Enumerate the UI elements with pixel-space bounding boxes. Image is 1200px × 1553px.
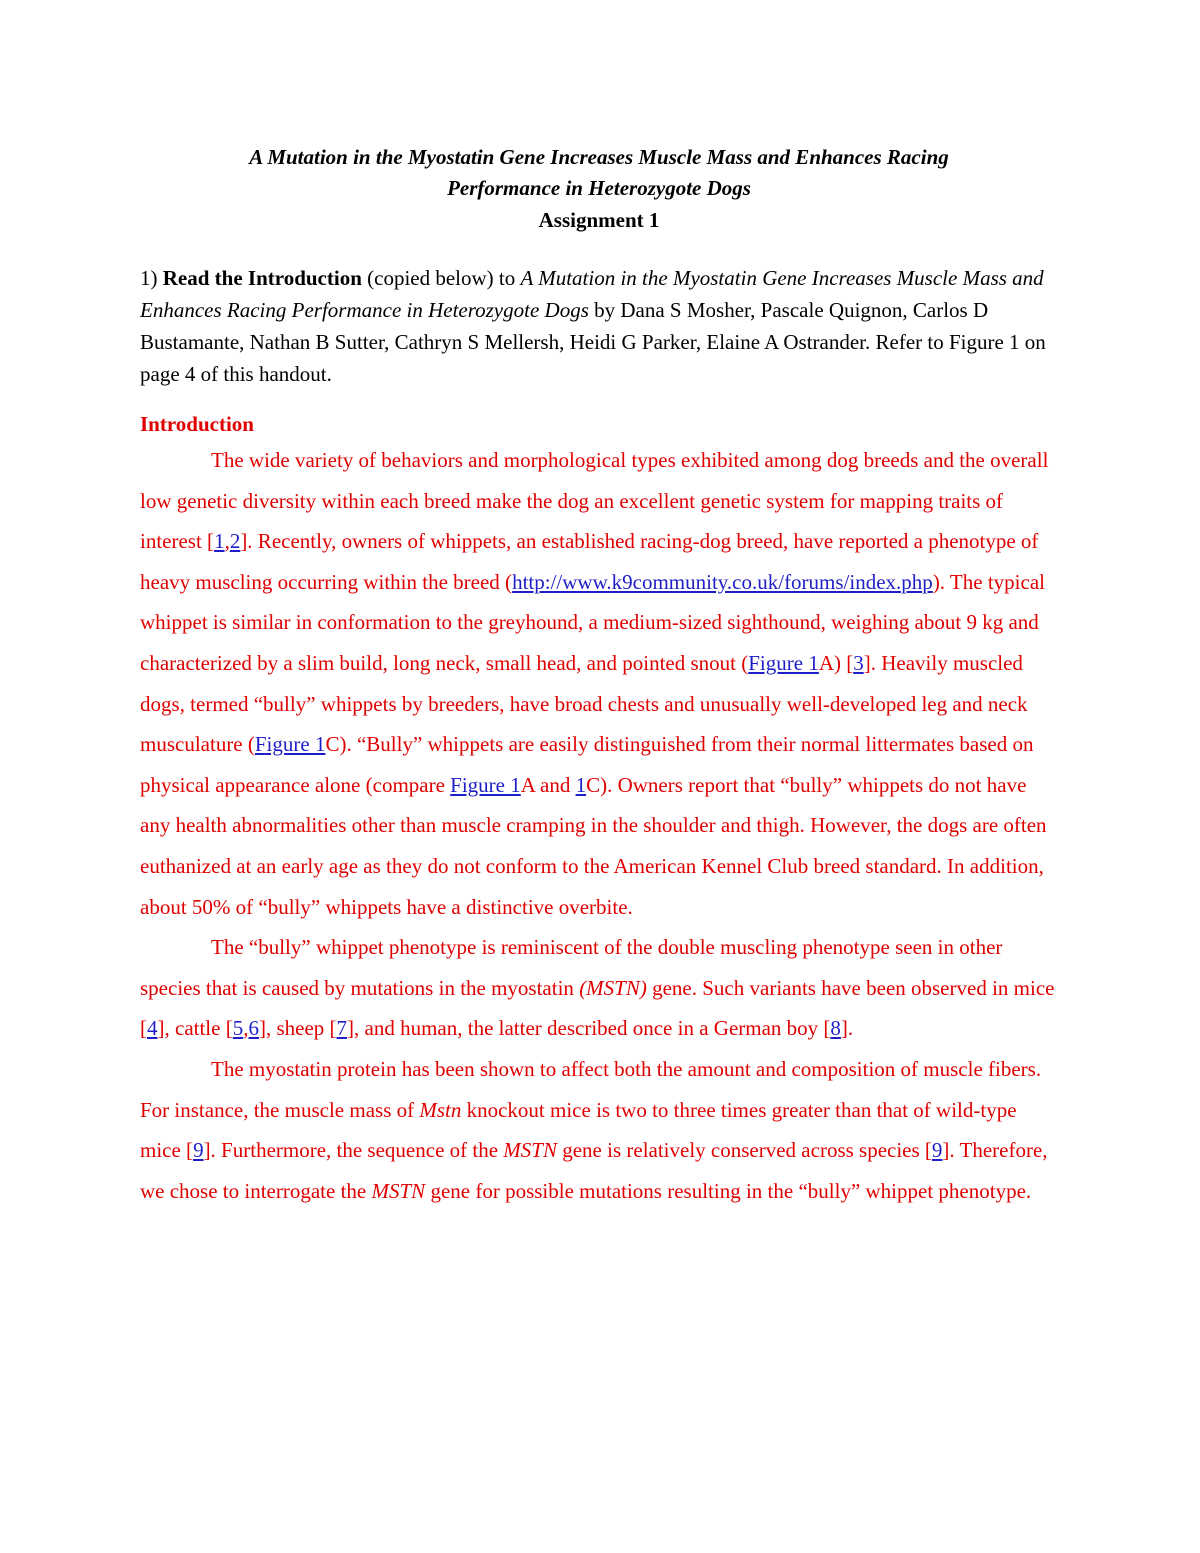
text-segment: A and (520, 772, 576, 797)
document-page (140, 142, 1058, 1211)
text-segment: gene for possible mutations resulting in the “bully” whippet phenotype. (425, 1178, 1032, 1203)
paper-title: A Mutation in the Myostatin Gene Increases Muscle Mass and Enhances Racing Performance in Heterozygote Dogs (140, 266, 1044, 322)
text-segment: gene is relatively conserved across species [ (556, 1138, 932, 1163)
instruction-number: 1) (140, 266, 158, 290)
reference-link-3[interactable]: 3 (853, 650, 864, 675)
gene-name: MSTN (503, 1138, 557, 1163)
text-segment: C). Owners report that “bully” whippets do not have any health abnormalities other than muscle cramping in the shoulder and thigh. However, the dogs are often euthanized at an early age as they do not conform to the American Kennel Club breed standard. In addition, about 50% of “bully” whippets have a distinctive overbite. (140, 772, 1047, 919)
reference-link-2[interactable]: 2 (229, 529, 241, 554)
reference-link-9[interactable]: 9 (193, 1138, 204, 1163)
instruction-bold: Read the Introduction (162, 266, 362, 290)
forum-url-link[interactable]: http://www.k9community.co.uk/forums/index.php (512, 569, 933, 594)
introduction-body (140, 440, 1058, 1211)
text-segment: ], and human, the latter described once in a German boy [ (347, 1016, 831, 1041)
instruction-text: (copied below) to (367, 266, 516, 290)
text-segment: ], sheep [ (258, 1016, 337, 1041)
text-segment: ]. (840, 1016, 854, 1041)
text-segment: gene. Such variants have been observed in mice [ (140, 975, 1055, 1041)
text-segment: ). The typical whippet is similar in conformation to the greyhound, a medium-sized sighthound, weighing about 9 kg and characterized by a slim build, long neck, small head, and pointed snout ( (140, 569, 1045, 675)
text-segment: C). “Bully” whippets are easily distinguished from their normal littermates based on physical appearance alone (compare (140, 732, 1034, 797)
text-segment: , (243, 1016, 249, 1041)
assignment-label: Assignment 1 (538, 208, 660, 232)
text-segment: ]. Therefore, we chose to interrogate the (140, 1138, 1048, 1203)
text-segment: A) [ (818, 650, 854, 675)
introduction-paragraph-2 (140, 927, 1058, 1049)
gene-name: MSTN (371, 1178, 426, 1203)
text-segment: ]. Heavily muscled dogs, termed “bully” whippets by breeders, have broad chests and unusually well-developed leg and neck musculature ( (140, 650, 1028, 757)
instruction-authors: by Dana S Mosher, Pascale Quignon, Carlos D Bustamante, Nathan B Sutter, Cathryn S Mellersh, Heidi G Parker, Elaine A Ostrander. Refer to Figure 1 on page 4 of this handout. (140, 298, 1046, 386)
reference-link-7[interactable]: 7 (336, 1016, 348, 1041)
gene-name: (MSTN) (579, 975, 647, 1000)
reference-link-5[interactable]: 5 (232, 1016, 244, 1041)
text-segment: ], cattle [ (157, 1016, 233, 1041)
gene-name: Mstn (419, 1097, 462, 1122)
text-segment: The wide variety of behaviors and morphological types exhibited among dog breeds and the overall low genetic diversity within each breed make the dog an excellent genetic system for mapping traits of interest [ (140, 448, 1049, 554)
text-segment: ]. Recently, owners of whippets, an established racing-dog breed, have reported a phenotype of heavy muscling occurring within the breed ( (140, 529, 1039, 594)
document-title (140, 142, 1058, 204)
reference-link-4[interactable]: 4 (147, 1016, 158, 1041)
text-segment: The myostatin protein has been shown to affect both the amount and composition of muscle fibers. For instance, the muscle mass of (140, 1056, 1042, 1122)
title-line-1: A Mutation in the Myostatin Gene Increases Muscle Mass and Enhances Racing (249, 145, 949, 169)
figure-link[interactable]: Figure 1 (450, 772, 521, 797)
reference-link-9[interactable]: 9 (931, 1138, 943, 1163)
text-segment: knockout mice is two to three times greater than that of wild-type mice [ (140, 1097, 1017, 1163)
introduction-heading: Introduction (140, 412, 254, 436)
figure-link[interactable]: Figure 1 (254, 732, 326, 757)
introduction-paragraph-3 (140, 1049, 1058, 1211)
text-segment: ]. Furthermore, the sequence of the (203, 1138, 504, 1163)
reference-link-6[interactable]: 6 (248, 1016, 259, 1041)
introduction-paragraph-1 (140, 440, 1058, 927)
figure-link[interactable]: 1 (575, 772, 587, 797)
title-line-2: Performance in Heterozygote Dogs (447, 176, 751, 200)
text-segment: The “bully” whippet phenotype is reminiscent of the double muscling phenotype seen in other species that is caused by mutations in the myostatin (140, 935, 1003, 1000)
figure-link[interactable]: Figure 1 (748, 650, 819, 675)
text-segment: , (224, 529, 230, 554)
instructions-paragraph (140, 262, 1058, 390)
reference-link-1[interactable]: 1 (214, 529, 225, 554)
reference-link-8[interactable]: 8 (830, 1016, 841, 1041)
